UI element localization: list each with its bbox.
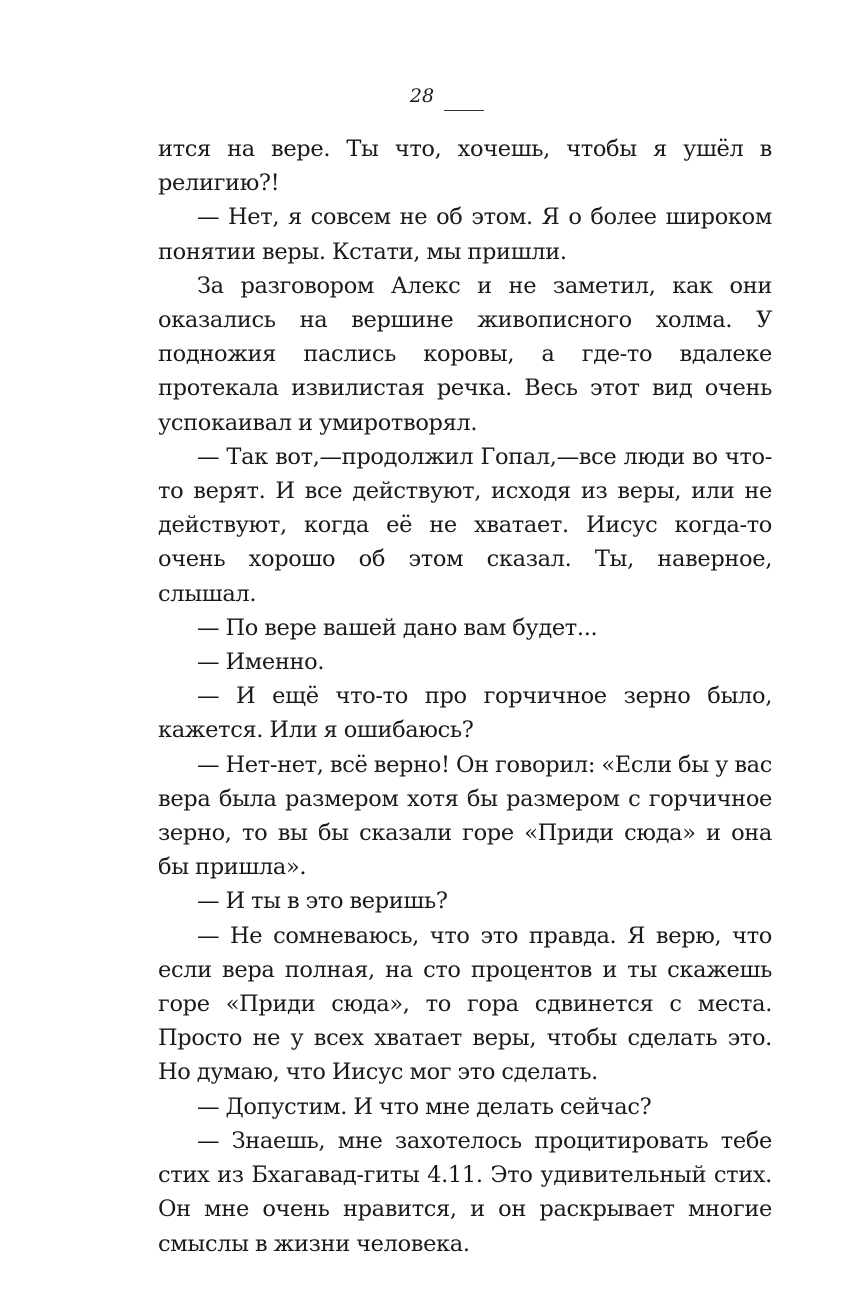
paragraph-4: — Так вот,—продолжил Гопал,—все люди во что-то верят. И все действуют, исходя из веры, или не действуют, когда её не хватает. Иисус когда-то очень хорошо об этом сказал. Ты, наверное, слышал.: [158, 443, 772, 607]
paragraph-1: ится на вере. Ты что, хочешь, чтобы я ушёл в религию?!: [158, 136, 772, 197]
body-text: [158, 132, 772, 1261]
page-number-rule: [444, 110, 484, 111]
paragraph-8: — Нет-нет, всё верно! Он говорил: «Если бы у вас вера была размером хотя бы размером с горчичное зерно, то вы бы сказали горе «Приди сюда» и она бы пришла».: [158, 751, 772, 881]
paragraph-10: — Не сомневаюсь, что это правда. Я верю, что если вера полная, на сто процентов и ты скажешь горе «Приди сюда», то гора сдвинется с места. Просто не у всех хватает веры, чтобы сделать это. Но думаю, что Иисус мог это сделать.: [158, 922, 772, 1086]
paragraph-12: — Знаешь, мне захотелось процитировать тебе стих из Бхагавад-гиты 4.11. Это удивительный стих. Он мне очень нравится, и он раскрывает многие смыслы в жизни человека.: [158, 1127, 772, 1257]
paragraph-11: — Допустим. И что мне делать сейчас?: [197, 1093, 652, 1120]
paragraph-6: — Именно.: [197, 649, 325, 676]
paragraph-5: — По вере вашей дано вам будет...: [197, 614, 598, 641]
page-number: 28: [409, 85, 435, 107]
paragraph-9: — И ты в это веришь?: [197, 888, 448, 915]
paragraph-2: — Нет, я совсем не об этом. Я о более широком понятии веры. Кстати, мы пришли.: [158, 204, 772, 265]
paragraph-3: За разговором Алекс и не заметил, как они оказались на вершине живописного холма. У подножия паслись коровы, а где-то вдалеке протекала извилистая речка. Весь этот вид очень успокаивал и умиротворял.: [158, 272, 772, 436]
paragraph-7: — И ещё что-то про горчичное зерно было, кажется. Или я ошибаюсь?: [158, 683, 772, 744]
